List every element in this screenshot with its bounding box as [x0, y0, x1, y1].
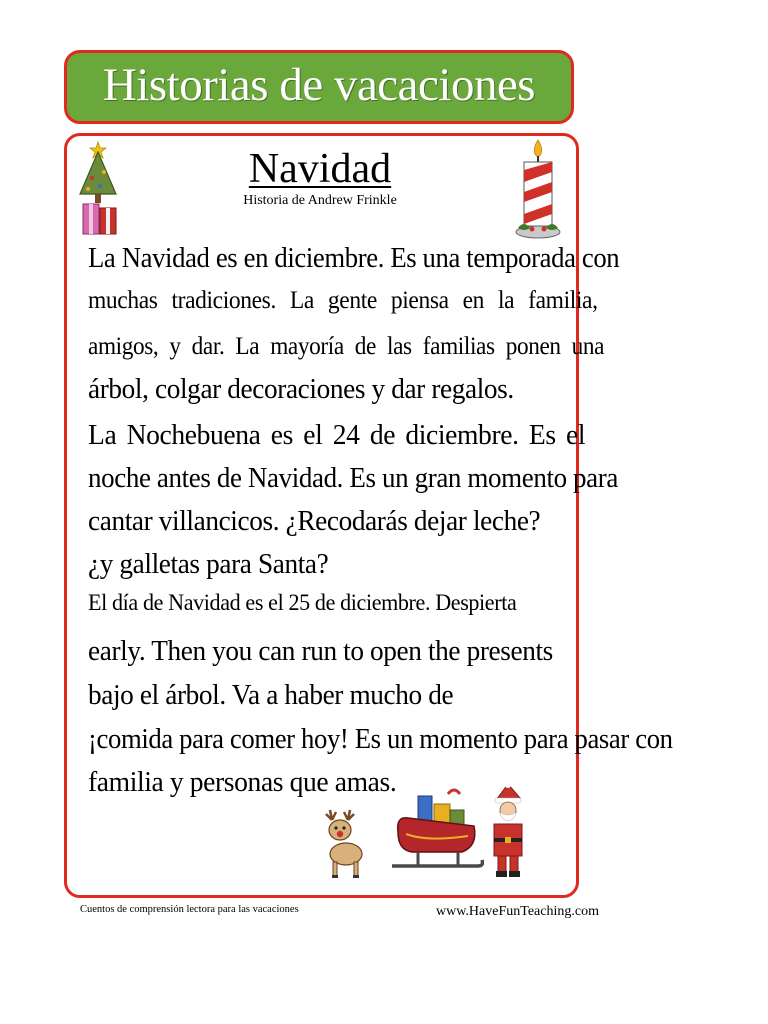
story-line: El día de Navidad es el 25 de diciembre. Despierta — [88, 590, 517, 615]
page-title: Historias de vacaciones — [102, 59, 536, 111]
title-banner — [64, 50, 574, 124]
story-line: cantar villancicos. ¿Recodarás dejar leche? — [88, 505, 541, 537]
story-byline: Historia de Andrew Frinkle — [243, 193, 397, 208]
christmas-tree-icon — [78, 138, 122, 238]
story-line: amigos, y dar. La mayoría de las familias ponen una — [88, 333, 605, 360]
story-line: La Navidad es en diciembre. Es una temporada con — [88, 242, 620, 274]
footer-series-label: Cuentos de comprensión lectora para las vacaciones — [80, 904, 299, 915]
story-line: early. Then you can run to open the presents — [88, 635, 553, 667]
santa-icon — [486, 782, 530, 880]
story-line: bajo el árbol. Va a haber mucho de — [88, 679, 454, 711]
candle-icon — [510, 136, 566, 242]
footer-website: www.HaveFunTeaching.com — [436, 904, 599, 919]
story-line: familia y personas que amas. — [88, 766, 397, 798]
story-title: Navidad — [248, 146, 392, 192]
story-line: ¿y galletas para Santa? — [88, 548, 329, 580]
story-line: muchas tradiciones. La gente piensa en la familia, — [88, 287, 598, 314]
story-line: árbol, colgar decoraciones y dar regalos. — [88, 373, 514, 405]
sleigh-icon — [388, 786, 484, 878]
story-line: noche antes de Navidad. Es un gran momento para — [88, 462, 618, 494]
story-line: ¡comida para comer hoy! Es un momento para pasar con — [88, 723, 673, 755]
reindeer-icon — [316, 806, 370, 880]
story-line: La Nochebuena es el 24 de diciembre. Es el — [88, 419, 586, 451]
